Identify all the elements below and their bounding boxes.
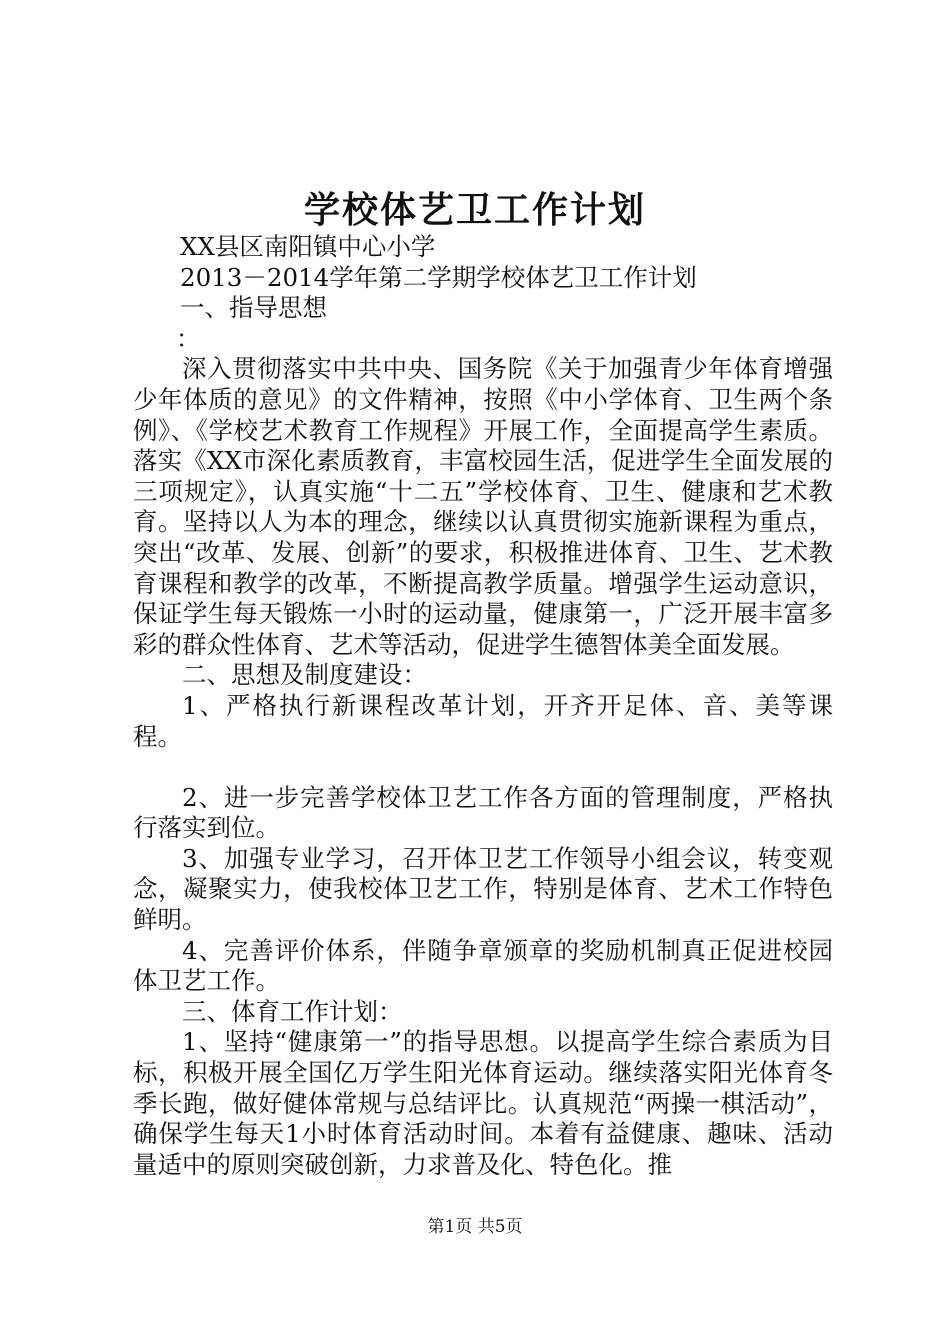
item-2-2: 2、进一步完善学校体卫艺工作各方面的管理制度，严格执行落实到位。 [133, 782, 833, 843]
document-title: 学校体艺卫工作计划 [303, 189, 646, 231]
plan-subtitle: 2013－2014学年第二学期学校体艺卫工作计划 [180, 262, 697, 292]
blank-line [133, 752, 833, 783]
page-footer: 第1页 共5页 [427, 1217, 523, 1237]
item-2-1: 1、严格执行新课程改革计划，开齐开足体、音、美等课程。 [133, 690, 833, 751]
section-heading-1: 一、指导思想 [180, 293, 327, 323]
colon-line: ： [176, 323, 201, 353]
item-2-4: 4、完善评价体系，伴随争章颁章的奖励机制真正促进校园体卫艺工作。 [133, 935, 833, 996]
document-body [133, 232, 833, 1180]
school-name: XX县区南阳镇中心小学 [180, 232, 436, 261]
item-2-3: 3、加强专业学习，召开体卫艺工作领导小组会议，转变观念，凝聚实力，使我校体卫艺工作，特别是体育、艺术工作特色鲜明。 [133, 843, 833, 935]
section-heading-3: 三、体育工作计划： [182, 996, 403, 1026]
item-3-1: 1、坚持“健康第一”的指导思想。以提高学生综合素质为目标，积极开展全国亿万学生阳光体育运动。继续落实阳光体育冬季长跑，做好健体常规与总结评比。认真规范“两操一棋活动”，确保学生每天1小时体育活动时间。本着有益健康、趣味、活动量适中的原则突破创新，力求普及化、特色化。推 [133, 1027, 833, 1179]
section-heading-2: 二、思想及制度建设： [182, 660, 427, 690]
guiding-paragraph: 深入贯彻落实中共中央、国务院《关于加强青少年体育增强少年体质的意见》的文件精神，按照《中小学体育、卫生两个条例》、《学校艺术教育工作规程》开展工作，全面提高学生素质。落实《XX市深化素质教育，丰富校园生活，促进学生全面发展的三项规定》，认真实施“十二五”学校体育、卫生、健康和艺术教育。坚持以人为本的理念，继续以认真贯彻实施新课程为重点，突出“改革、发展、创新”的要求，积极推进体育、卫生、艺术教育课程和教学的改革，不断提高教学质量。增强学生运动意识，保证学生每天锻炼一小时的运动量，健康第一，广泛开展丰富多彩的群众性体育、艺术等活动，促进学生德智体美全面发展。 [133, 354, 833, 659]
